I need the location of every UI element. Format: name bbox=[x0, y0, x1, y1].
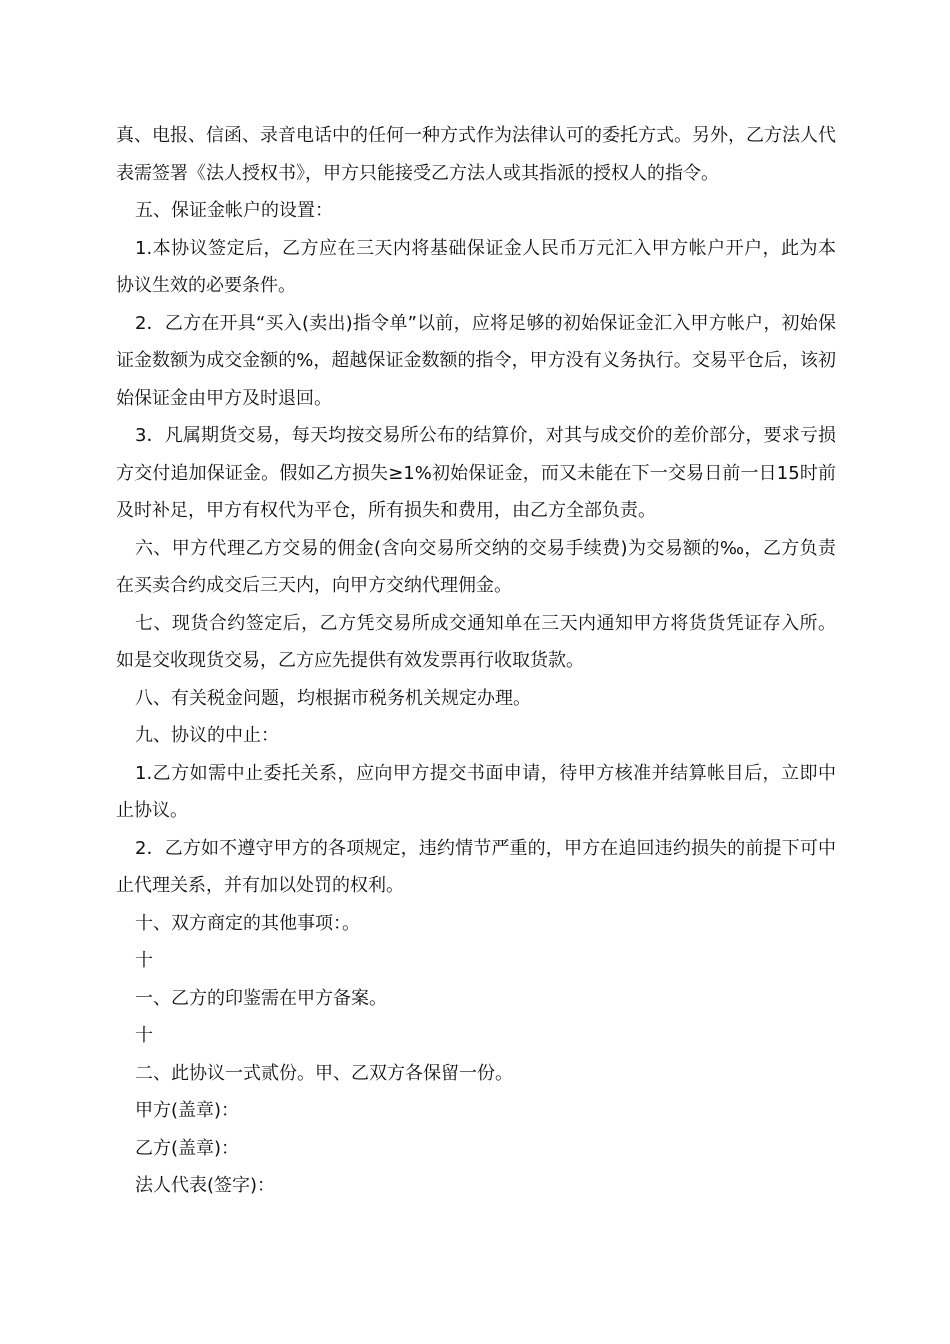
signature-party-a: 甲方(盖章)： bbox=[135, 1100, 240, 1121]
signature-party-b: 乙方(盖章)： bbox=[135, 1137, 240, 1159]
section-heading-9: 九、协议的中止： bbox=[135, 725, 279, 746]
section-heading-5: 五、保证金帐户的设置： bbox=[135, 200, 333, 221]
section-12-number: 十 bbox=[135, 1025, 153, 1046]
section-11-text: 一、乙方的印鉴需在甲方备案。 bbox=[135, 987, 387, 1009]
document-page bbox=[116, 117, 836, 1205]
section-7: 七、现货合约签定后，乙方凭交易所成交通知单在三天内通知甲方将货货凭证存入所。如是交收现货交易，乙方应先提供有效发票再行收取货款。 bbox=[116, 612, 836, 671]
signature-legal-rep: 法人代表(签字)： bbox=[135, 1175, 276, 1196]
section-8: 八、有关税金问题，均根据市税务机关规定办理。 bbox=[135, 687, 531, 709]
paragraph-9-2: 2．乙方如不遵守甲方的各项规定，违约情节严重的，甲方在追回违约损失的前提下可中止代理关系，并有加以处罚的权利。 bbox=[116, 837, 836, 896]
section-10: 十、双方商定的其他事项：。 bbox=[135, 912, 360, 934]
paragraph-5-1: 1.本协议签定后，乙方应在三天内将基础保证金人民币万元汇入甲方帐户开户，此为本协议生效的必要条件。 bbox=[116, 237, 836, 296]
paragraph-9-1: 1.乙方如需中止委托关系，应向甲方提交书面申请，待甲方核准并结算帐目后，立即中止协议。 bbox=[116, 762, 836, 821]
section-12-text: 二、此协议一式贰份。甲、乙双方各保留一份。 bbox=[135, 1062, 513, 1084]
paragraph-5-2: 2．乙方在开具“买入(卖出)指令单”以前，应将足够的初始保证金汇入甲方帐户，初始保证金数额为成交金额的%，超越保证金数额的指令，甲方没有义务执行。交易平仓后，该初始保证金由甲方及时退回。 bbox=[116, 312, 836, 409]
paragraph-continuation: 真、电报、信函、录音电话中的任何一种方式作为法律认可的委托方式。另外，乙方法人代表需签署《法人授权书》，甲方只能接受乙方法人或其指派的授权人的指令。 bbox=[116, 125, 836, 184]
section-11-number: 十 bbox=[135, 950, 153, 971]
section-6: 六、甲方代理乙方交易的佣金(含向交易所交纳的交易手续费)为交易额的‰，乙方负责在买卖合约成交后三天内，向甲方交纳代理佣金。 bbox=[116, 537, 836, 596]
paragraph-5-3: 3．凡属期货交易，每天均按交易所公布的结算价，对其与成交价的差价部分，要求亏损方交付追加保证金。假如乙方损失≥1%初始保证金，而又未能在下一交易日前一日15时前及时补足，甲方有权代为平仓，所有损失和费用，由乙方全部负责。 bbox=[116, 425, 836, 521]
